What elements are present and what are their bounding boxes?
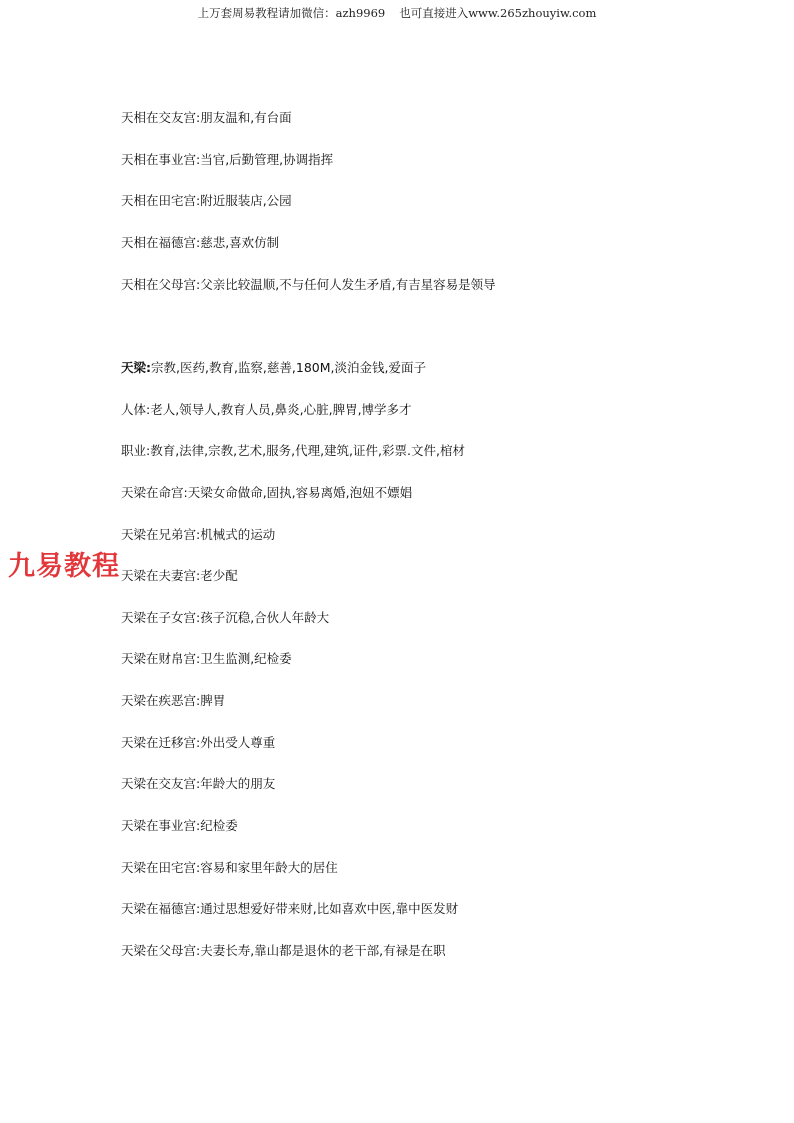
section-heading-line [121,360,426,376]
text-line: 天梁在疾恶宫:脾胃 [121,693,226,708]
page-header [0,5,794,21]
text-line: 天梁在田宅宫:容易和家里年龄大的居住 [121,860,338,875]
text-line: 天梁在事业宫:纪检委 [121,818,238,833]
text-line: 天梁在子女宫:孩子沉稳,合伙人年龄大 [121,610,330,625]
text-line: 天梁在福德宫:通过思想爱好带来财,比如喜欢中医,靠中医发财 [121,901,459,916]
header-website-text: 也可直接进入www.265zhouyiw.com [399,6,597,20]
text-line: 天梁在父母宫:夫妻长寿,靠山都是退休的老干部,有禄是在职 [121,943,446,958]
watermark-logo: 九易教程 [8,551,120,582]
text-line: 天梁在命宫:天梁女命做命,固执,容易离婚,泡妞不嫖娼 [121,485,413,500]
text-line: 天相在福德宫:慈悲,喜欢仿制 [121,235,280,250]
text-line: 人体:老人,领导人,教育人员,鼻炎,心脏,脾胃,博学多才 [121,402,412,417]
text-line: 天梁在交友宫:年龄大的朋友 [121,776,276,791]
section-title: 天梁: [121,360,151,375]
section-text: 宗教,医药,教育,监察,慈善,180M,淡泊金钱,爱面子 [151,360,426,375]
text-line: 天相在交友宫:朋友温和,有台面 [121,110,292,125]
text-line: 天相在田宅宫:附近服装店,公园 [121,193,292,208]
header-wechat-text: 上万套周易教程请加微信：azh9969 [197,6,386,20]
text-line: 天梁在迁移宫:外出受人尊重 [121,735,276,750]
text-line: 天梁在财帛宫:卫生监测,纪检委 [121,651,292,666]
text-line: 天相在父母宫:父亲比较温顺,不与任何人发生矛盾,有吉星容易是领导 [121,277,496,292]
text-line: 天梁在夫妻宫:老少配 [121,568,238,583]
text-line: 天相在事业宫:当官,后勤管理,协调指挥 [121,152,334,167]
text-line: 天梁在兄弟宫:机械式的运动 [121,527,276,542]
text-line: 职业:教育,法律,宗教,艺术,服务,代理,建筑,证件,彩票.文件,棺材 [121,443,465,458]
